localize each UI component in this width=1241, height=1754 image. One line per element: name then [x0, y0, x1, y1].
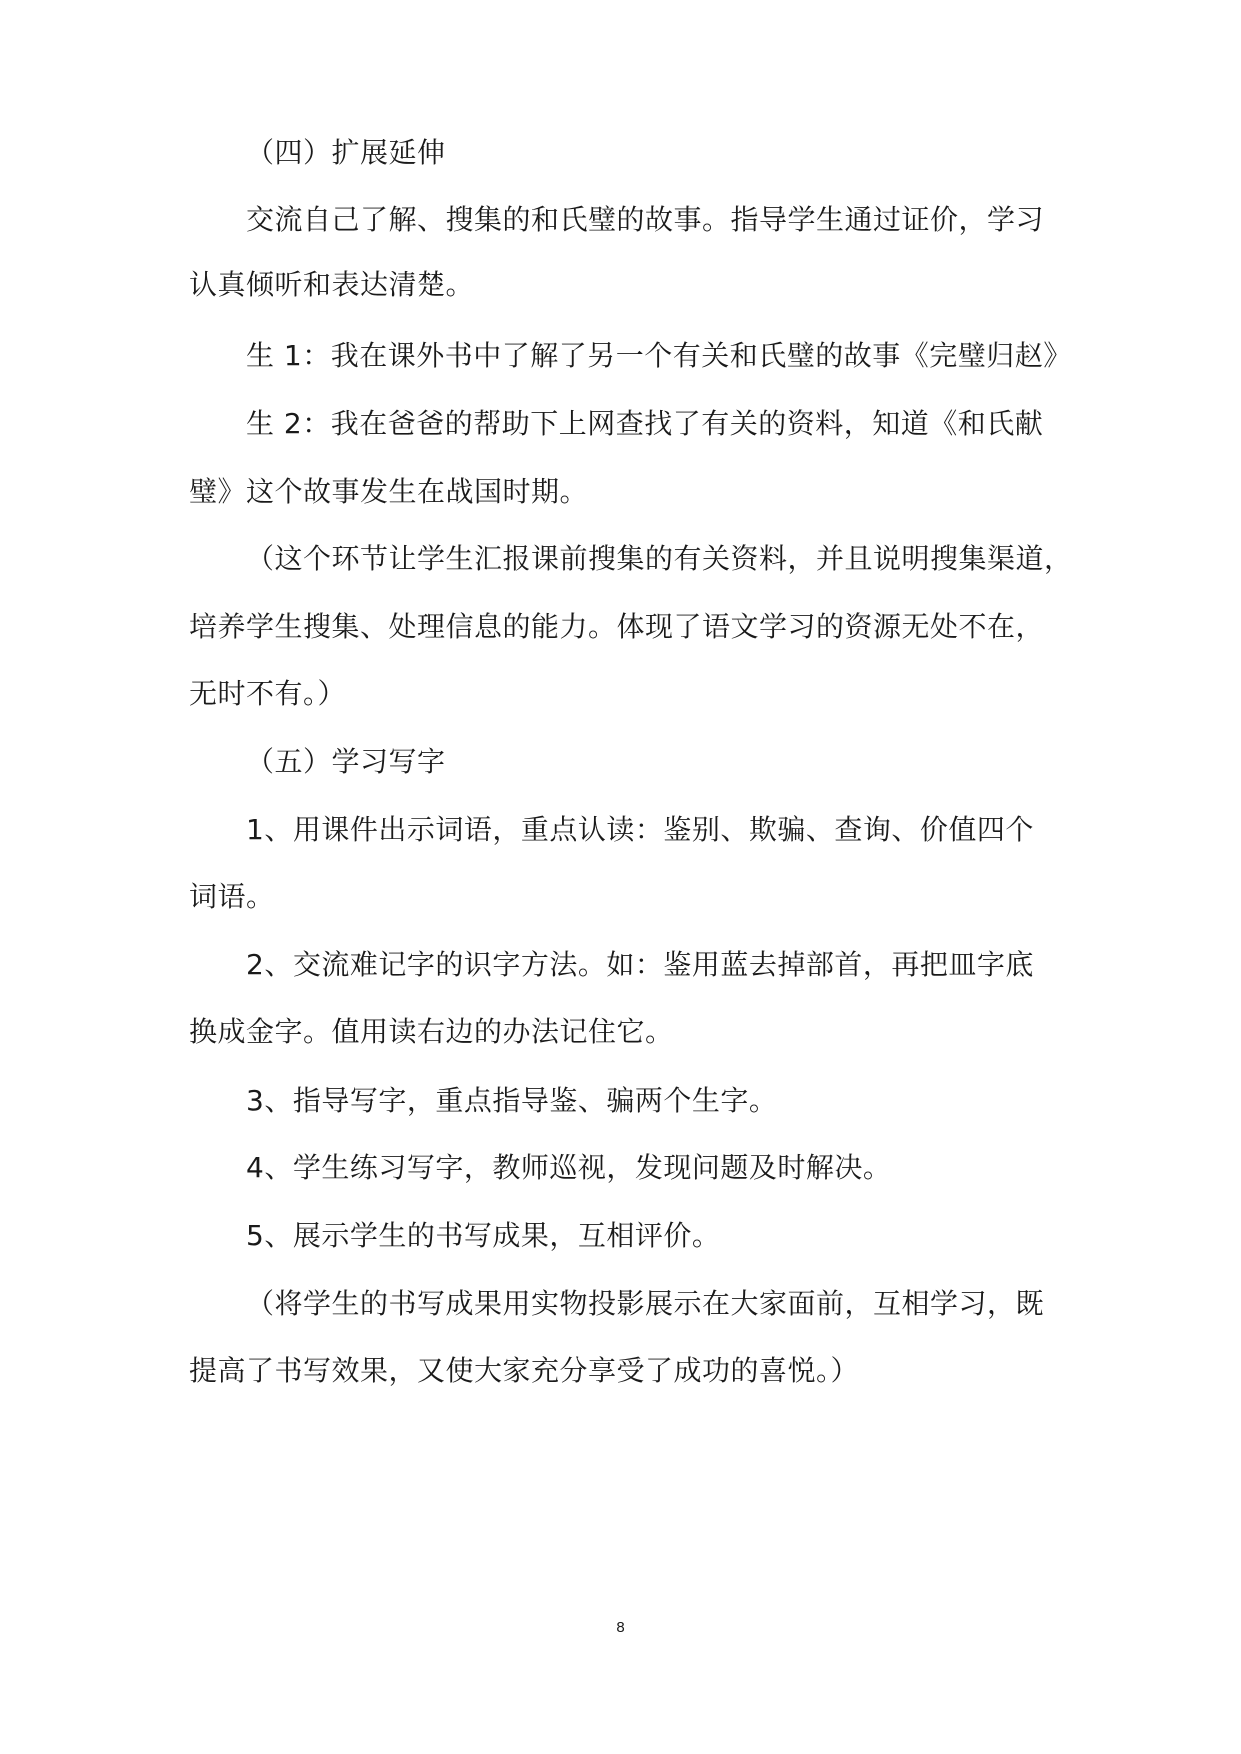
section-heading-extension: （四）扩展延伸: [246, 136, 446, 169]
paragraph-line: 3、指导写字，重点指导鉴、骗两个生字。: [246, 1084, 778, 1117]
paragraph-line: 2、交流难记字的识字方法。如：鉴用蓝去掉部首，再把皿字底: [246, 948, 1034, 981]
paragraph-line: 换成金字。值用读右边的办法记住它。: [189, 1015, 674, 1048]
page-number: 8: [616, 1619, 625, 1636]
paragraph-line: 词语。: [189, 880, 275, 913]
paragraph-line: （将学生的书写成果用实物投影展示在大家面前，互相学习，既: [246, 1287, 1045, 1320]
paragraph-line: 5、展示学生的书写成果，互相评价。: [246, 1219, 721, 1252]
paragraph-line: 生 1：我在课外书中了解了另一个有关和氏璧的故事《完璧归赵》: [246, 339, 1072, 372]
section-heading-writing: （五）学习写字: [246, 745, 446, 778]
paragraph-line: 无时不有。）: [189, 677, 347, 710]
paragraph-line: 提高了书写效果，又使大家充分享受了成功的喜悦。）: [189, 1354, 860, 1387]
paragraph-line: 培养学生搜集、处理信息的能力。体现了语文学习的资源无处不在，: [189, 610, 1045, 643]
paragraph-line: 交流自己了解、搜集的和氏璧的故事。指导学生通过证价，学习: [246, 203, 1045, 236]
paragraph-line: 1、用课件出示词语，重点认读：鉴别、欺骗、查询、价值四个: [246, 813, 1034, 846]
paragraph-line: 认真倾听和表达清楚。: [189, 268, 475, 301]
paragraph-line: 璧》这个故事发生在战国时期。: [189, 475, 589, 508]
paragraph-line: 4、学生练习写字，教师巡视，发现问题及时解决。: [246, 1151, 892, 1184]
paragraph-line: 生 2：我在爸爸的帮助下上网查找了有关的资料，知道《和氏献: [246, 407, 1044, 440]
paragraph-line: （这个环节让学生汇报课前搜集的有关资料，并且说明搜集渠道，: [246, 542, 1073, 575]
